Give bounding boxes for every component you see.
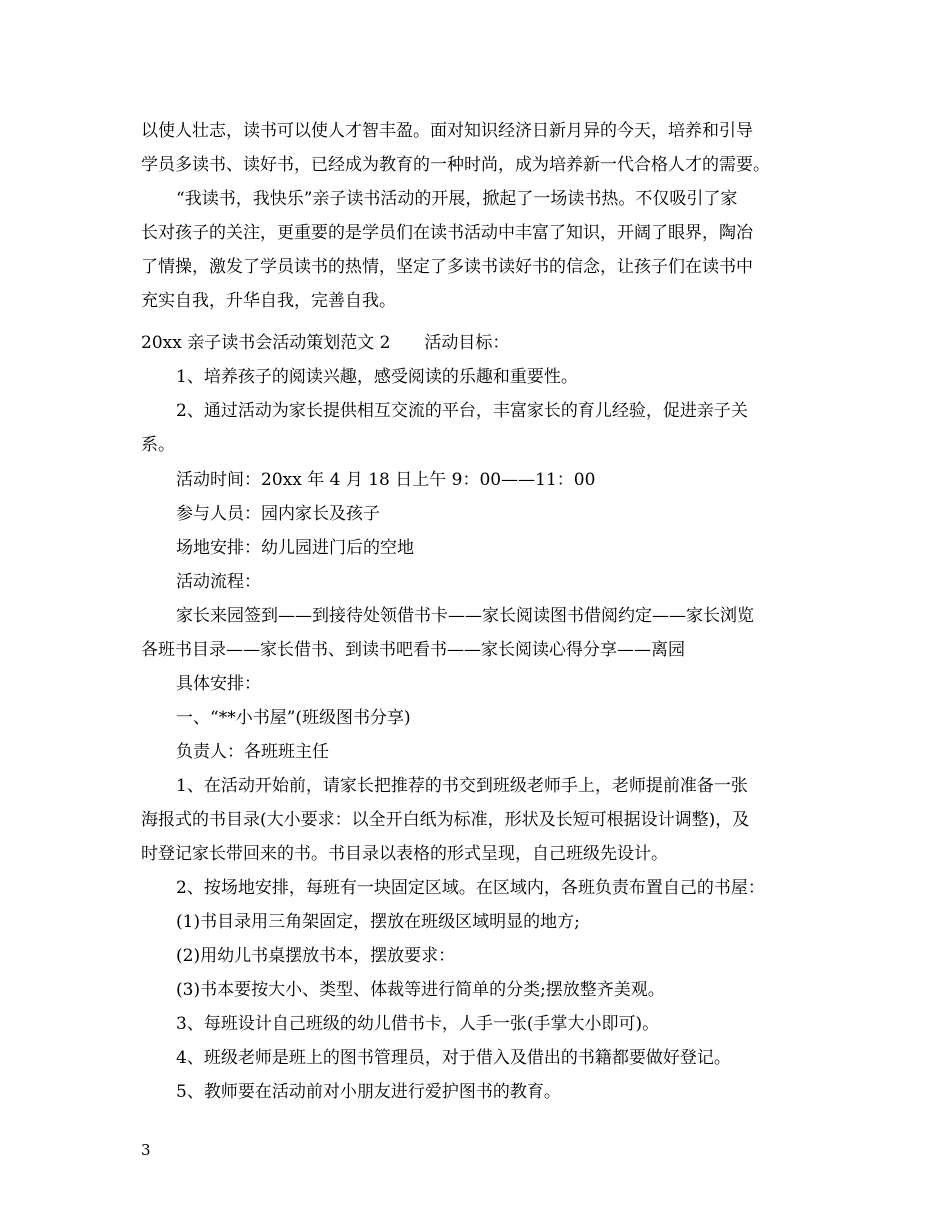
responsible-person: 负责人：各班班主任 (176, 742, 329, 762)
list-item: 3、每班设计自己班级的幼儿借书卡，人手一张(手掌大小即可)。 (176, 1014, 660, 1034)
list-item: 2、按场地安排，每班有一块固定区域。在区域内，各班负责布置自己的书屋： (176, 878, 765, 898)
page-number: 3 (141, 1141, 151, 1159)
list-item: (1)书目录用三角架固定，摆放在班级区域明显的地方; (176, 912, 580, 932)
paragraph-line: 长对孩子的关注，更重要的是学员们在读书活动中丰富了知识，开阔了眼界，陶冶 (141, 223, 753, 243)
paragraph-line: 了情操，激发了学员读书的热情，坚定了多读书读好书的信念，让孩子们在读书中 (141, 257, 753, 277)
paragraph-line: 学员多读书、读好书，已经成为教育的一种时尚，成为培养新一代合格人才的需要。 (141, 155, 770, 175)
activity-time: 活动时间：20xx 年 4 月 18 日上午 9：00——11：00 (176, 470, 596, 490)
list-item: 5、教师要在活动前对小朋友进行爱护图书的教育。 (176, 1082, 561, 1102)
section-heading: 20xx 亲子读书会活动策划范文 2 活动目标： (141, 333, 510, 353)
paragraph-line: 家长来园签到——到接待处领借书卡——家长阅读图书借阅约定——家长浏览 (176, 606, 754, 626)
subsection-heading: 一、“**小书屋”(班级图书分享) (176, 708, 411, 728)
venue: 场地安排：幼儿园进门后的空地 (176, 538, 414, 558)
paragraph-line: “我读书，我快乐”亲子读书活动的开展，掀起了一场读书热。不仅吸引了家 (176, 189, 738, 209)
list-item: 1、培养孩子的阅读兴趣，感受阅读的乐趣和重要性。 (176, 367, 578, 387)
paragraph-line: 海报式的书目录(大小要求：以全开白纸为标准，形状及长短可根据设计调整)，及 (141, 810, 750, 830)
list-item: (2)用幼儿书桌摆放书本，摆放要求： (176, 946, 456, 966)
process-label: 活动流程： (176, 572, 261, 592)
list-item: 4、班级老师是班上的图书管理员，对于借入及借出的书籍都要做好登记。 (176, 1048, 731, 1068)
list-item: (3)书本要按大小、类型、体裁等进行简单的分类;摆放整齐美观。 (176, 980, 665, 1000)
paragraph-line: 各班书目录——家长借书、到读书吧看书——家长阅读心得分享——离园 (141, 640, 685, 660)
list-item: 2、通过活动为家长提供相互交流的平台，丰富家长的育儿经验，促进亲子关 (176, 401, 748, 421)
paragraph-line: 时登记家长带回来的书。书目录以表格的形式呈现，自己班级先设计。 (141, 844, 668, 864)
paragraph-line: 系。 (141, 435, 175, 455)
list-item: 1、在活动开始前，请家长把推荐的书交到班级老师手上，老师提前准备一张 (176, 776, 748, 796)
arrangement-label: 具体安排： (176, 674, 261, 694)
paragraph-line: 充实自我，升华自我，完善自我。 (141, 291, 396, 311)
participants: 参与人员：园内家长及孩子 (176, 504, 380, 524)
paragraph-line: 以使人壮志，读书可以使人才智丰盈。面对知识经济日新月异的今天，培养和引导 (141, 121, 753, 141)
